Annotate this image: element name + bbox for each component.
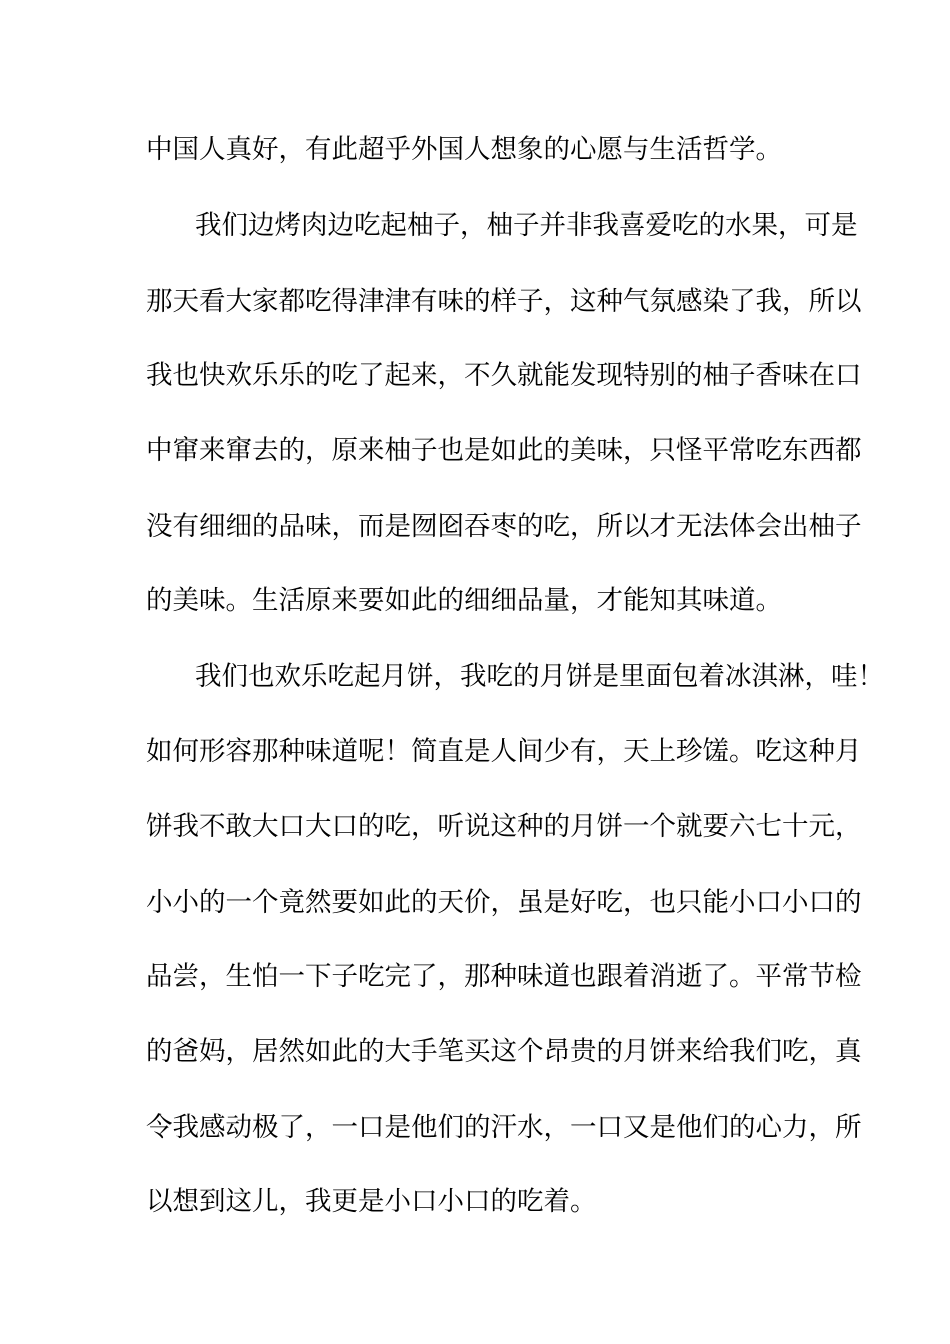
paragraph-line: 我们边烤肉边吃起柚子，柚子并非我喜爱吃的水果，可是 [195, 210, 858, 241]
paragraph-line: 中国人真好，有此超乎外国人想象的心愿与生活哲学。 [146, 134, 782, 165]
paragraph-line: 中窜来窜去的，原来柚子也是如此的美味，只怪平常吃东西都 [146, 435, 862, 466]
paragraph-line: 以想到这儿，我更是小口小口的吃着。 [146, 1186, 597, 1217]
paragraph-line: 令我感动极了，一口是他们的汗水，一口又是他们的心力，所 [146, 1112, 862, 1143]
paragraph-line: 品尝，生怕一下子吃完了，那种味道也跟着消逝了。平常节检 [146, 961, 862, 992]
paragraph-line: 小小的一个竟然要如此的天价，虽是好吃，也只能小口小口的 [146, 887, 862, 918]
paragraph-line: 没有细细的品味，而是囫囵吞枣的吃，所以才无法体会出柚子 [146, 511, 862, 542]
paragraph-line: 那天看大家都吃得津津有味的样子，这种气氛感染了我，所以 [146, 286, 862, 317]
paragraph-line: 如何形容那种味道呢！简直是人间少有，天上珍馐。吃这种月 [146, 736, 862, 767]
paragraph-line: 饼我不敢大口大口的吃，听说这种的月饼一个就要六七十元， [146, 811, 862, 842]
paragraph-line: 的爸妈，居然如此的大手笔买这个昂贵的月饼来给我们吃，真 [146, 1036, 862, 1067]
paragraph-line: 我们也欢乐吃起月饼，我吃的月饼是里面包着冰淇淋，哇！ [195, 661, 884, 692]
paragraph-line: 我也快欢乐乐的吃了起来，不久就能发现特别的柚子香味在口 [146, 360, 862, 391]
paragraph-line: 的美味。生活原来要如此的细细品量，才能知其味道。 [146, 585, 782, 616]
